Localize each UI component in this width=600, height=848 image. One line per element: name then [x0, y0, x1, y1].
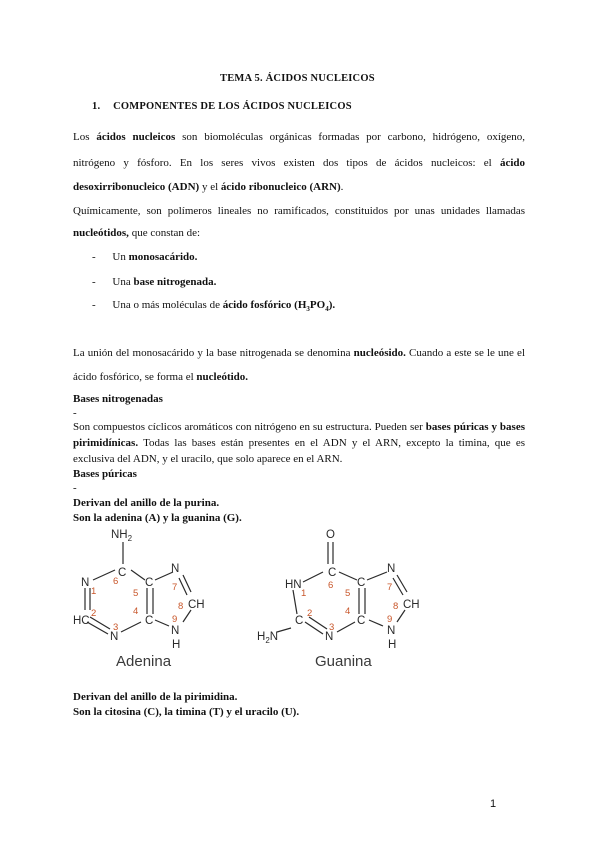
intro-text: .	[340, 181, 344, 193]
guanine-num-4: 4	[345, 606, 351, 617]
adenine-num-3: 3	[113, 622, 119, 633]
list-text: Una	[112, 276, 131, 288]
list-bold: ).	[328, 299, 336, 311]
list-text: Una o más moléculas de	[112, 299, 220, 311]
guanine-num-5: 5	[345, 588, 351, 599]
adenine-num-4: 4	[133, 606, 139, 617]
bases-line-2	[73, 436, 525, 450]
adenine-atom-hc: HC	[73, 615, 90, 627]
chem-text: que constan de:	[131, 227, 201, 239]
intro-bold: desoxirribonucleico (ADN)	[73, 181, 200, 193]
guanine-num-9: 9	[387, 614, 393, 625]
adenine-atom-n9: N	[171, 625, 180, 637]
list-dash: -	[92, 251, 96, 263]
union-line-1	[73, 346, 525, 360]
guanine-atom-o: O	[326, 529, 335, 541]
list-bold: PO	[309, 299, 326, 311]
list-dash: -	[92, 299, 96, 311]
page-number: 1	[490, 798, 497, 810]
puricas-line-1: Derivan del anillo de la purina.	[73, 497, 220, 509]
guanine-num-3: 3	[329, 622, 335, 633]
adenine-num-6: 6	[113, 576, 119, 587]
adenine-atom-n1: N	[81, 577, 90, 589]
adenine-atom-nh2: $NH_2$	[111, 529, 133, 543]
chem-bold: nucleótidos,	[73, 227, 129, 239]
guanine-num-2: 2	[307, 608, 313, 619]
list-subscript: 3	[306, 305, 310, 314]
guanine-atom-c2: C	[295, 615, 304, 627]
intro-text: Los	[73, 131, 90, 143]
bases-dash: -	[73, 407, 77, 419]
union-bold: nucleótido.	[196, 371, 249, 383]
adenine-atom-ch8: CH	[188, 599, 205, 611]
section-heading	[92, 100, 352, 114]
adenine-num-7: 7	[172, 582, 178, 593]
guanine-atom-c6: C	[328, 567, 337, 579]
list-dash: -	[92, 276, 96, 288]
union-text: ácido fosfórico, se forma el	[73, 371, 194, 383]
union-text: La unión del monosacárido y la base nitrogenada se denomina	[73, 347, 351, 359]
adenine-atom-c5: C	[145, 577, 154, 589]
intro-line-3	[73, 180, 343, 194]
section-heading-text: COMPONENTES DE LOS ÁCIDOS NUCLEICOS	[113, 101, 352, 112]
guanine-num-6: 6	[328, 580, 334, 591]
pirimidinicas-line-1: Derivan del anillo de la pirimidina.	[73, 691, 238, 703]
list-item	[92, 250, 197, 264]
intro-line-2	[73, 156, 525, 170]
guanine-structure	[255, 522, 440, 672]
adenine-num-9: 9	[172, 614, 178, 625]
guanine-num-1: 1	[301, 588, 307, 599]
adenine-atom-c6: C	[118, 567, 127, 579]
pirimidinicas-line-2: Son la citosina (C), la timina (T) y el uracilo (U).	[73, 706, 300, 718]
adenine-label: Adenina	[116, 653, 172, 670]
guanine-num-7: 7	[387, 582, 393, 593]
list-item	[92, 298, 335, 316]
bases-bold: pirimidínicas.	[73, 437, 139, 449]
union-bold: nucleósido.	[353, 347, 406, 359]
list-text: Un	[112, 251, 126, 263]
chem-line-1: Químicamente, son polímeros lineales no ramificados, constituidos por unas unidades llamadas	[73, 205, 525, 217]
puricas-dash: -	[73, 482, 77, 494]
guanine-atom-n9: N	[387, 625, 396, 637]
intro-text: son biomoléculas orgánicas formadas por carbono, hidrógeno, oxígeno,	[182, 131, 526, 143]
bases-line-3: exclusiva del ADN, y el uracilo, que solo aparece en el ARN.	[73, 453, 343, 465]
bases-bold: bases púricas y bases	[425, 421, 525, 433]
intro-bold: ácido ribonucleico (ARN)	[220, 181, 341, 193]
adenine-atom-n7: N	[171, 563, 180, 575]
intro-text: y el	[201, 181, 219, 193]
guanine-atom-ch8: CH	[403, 599, 420, 611]
bases-text: Son compuestos cíclicos aromáticos con nitrógeno en su estructura. Pueden ser	[73, 421, 423, 433]
bases-text: Todas las bases están presentes en el ADN y el ARN, excepto la timina, que es	[143, 437, 525, 449]
guanine-label: Guanina	[315, 653, 372, 670]
adenine-num-8: 8	[178, 601, 184, 612]
list-item	[92, 275, 216, 289]
adenine-atom-n3: N	[110, 631, 119, 643]
puricas-heading: Bases púricas	[73, 468, 137, 480]
intro-line-1	[73, 130, 525, 144]
intro-text: nitrógeno y fósforo. En los seres vivos existen dos tipos de ácidos nucleicos: el	[73, 157, 492, 169]
guanine-atom-c4: C	[357, 615, 366, 627]
adenine-structure	[65, 522, 235, 672]
page-title: TEMA 5. ÁCIDOS NUCLEICOS	[220, 73, 375, 84]
union-text: Cuando a este se le une el	[409, 347, 525, 359]
guanine-atom-c5: C	[357, 577, 366, 589]
bases-heading: Bases nitrogenadas	[73, 393, 163, 405]
section-number: 1.	[92, 101, 101, 112]
guanine-atom-hn1: HN	[285, 579, 302, 591]
adenine-num-2: 2	[91, 608, 97, 619]
guanine-atom-h9: H	[388, 639, 397, 651]
list-bold: monosacárido.	[128, 251, 198, 263]
chem-line-2	[73, 226, 200, 240]
adenine-num-5: 5	[133, 588, 139, 599]
intro-bold: ácidos nucleicos	[96, 131, 176, 143]
adenine-num-1: 1	[91, 586, 97, 597]
adenine-atom-h9: H	[172, 639, 181, 651]
guanine-atom-h2n: $H_2N$	[257, 631, 279, 645]
list-subscript: 4	[325, 305, 329, 314]
bases-line-1	[73, 420, 525, 434]
guanine-atom-n7: N	[387, 563, 396, 575]
list-bold: base nitrogenada.	[133, 276, 217, 288]
puricas-line-2: Son la adenina (A) y la guanina (G).	[73, 512, 242, 524]
union-line-2	[73, 370, 248, 384]
guanine-atom-n3: N	[325, 631, 334, 643]
list-bold: ácido fosfórico (H	[222, 299, 307, 311]
adenine-atom-c4: C	[145, 615, 154, 627]
intro-bold: ácido	[499, 157, 525, 169]
guanine-num-8: 8	[393, 601, 399, 612]
